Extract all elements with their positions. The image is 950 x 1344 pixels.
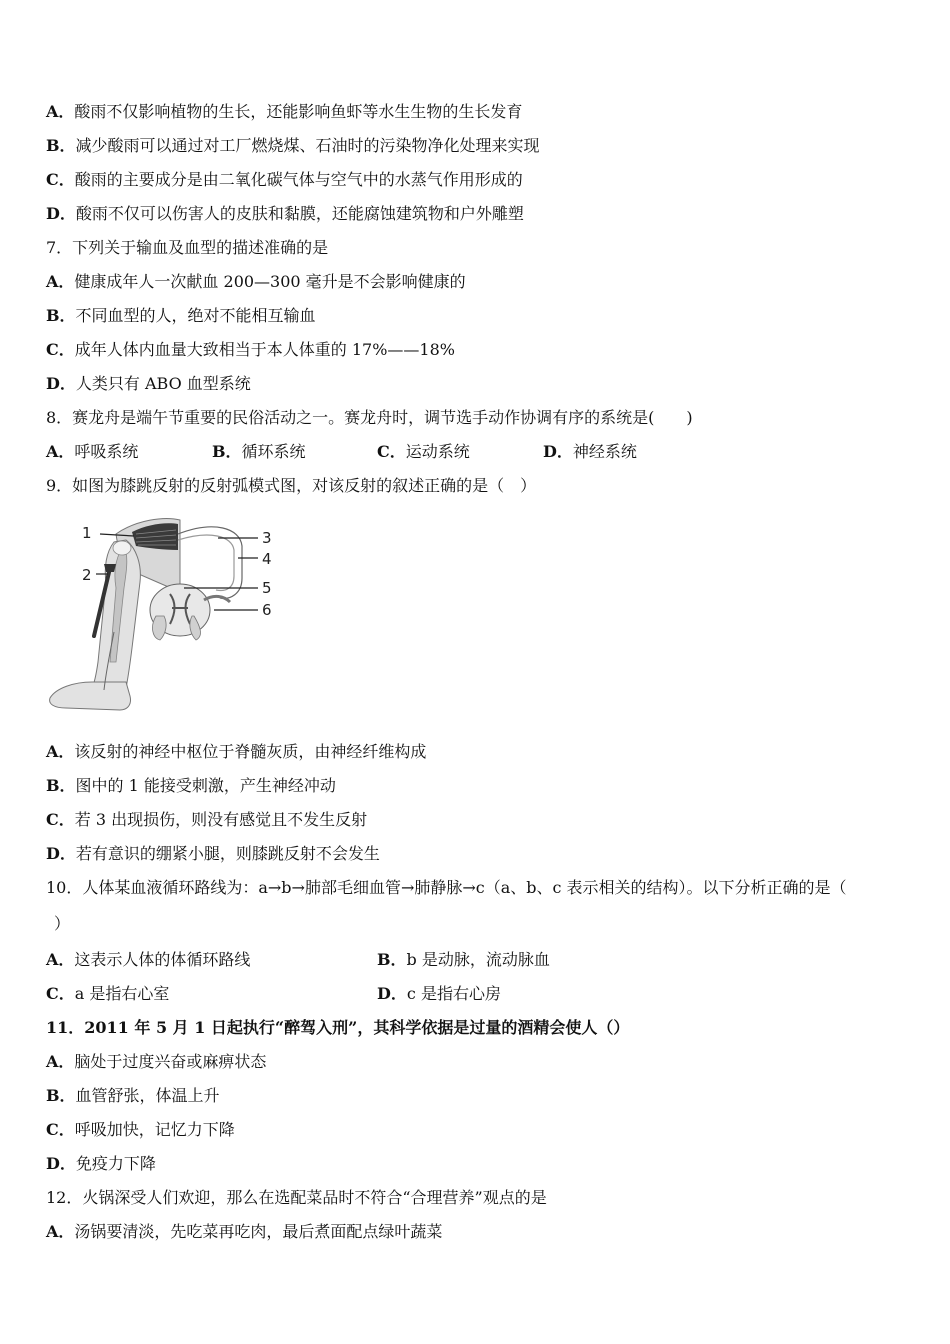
figure-label-3: 3 [262, 529, 272, 547]
q11-option-b: B．血管舒张，体温上升 [46, 1086, 220, 1105]
q8-option-b: B．循环系统 [212, 442, 306, 461]
foot-shape [50, 682, 131, 710]
q7-option-b: B．不同血型的人，绝对不能相互输血 [46, 306, 316, 325]
figure-label-1: 1 [82, 524, 92, 542]
q10-option-a: A．这表示人体的体循环路线 [46, 950, 251, 969]
reflex-arc-diagram [44, 512, 284, 722]
q6-option-b: B．减少酸雨可以通过对工厂燃烧煤、石油时的污染物净化处理来实现 [46, 136, 540, 155]
q8-stem: 8．赛龙舟是端午节重要的民俗活动之一。赛龙舟时，调节选手动作协调有序的系统是( ) [46, 408, 693, 427]
reflex-hammer-head [104, 564, 116, 572]
q10-option-d: D．c 是指右心房 [377, 984, 501, 1003]
q7-option-c: C．成年人体内血量大致相当于本人体重的 17%——18% [46, 340, 455, 359]
q12-option-a: A．汤锅要清淡，先吃菜再吃肉，最后煮面配点绿叶蔬菜 [46, 1222, 443, 1241]
q8-option-c: C．运动系统 [377, 442, 470, 461]
q10-stem-line1: 10．人体某血液循环路线为：a→b→肺部毛细血管→肺静脉→c（a、b、c 表示相关的结构）。以下分析正确的是（ [46, 878, 847, 897]
q11-option-c: C．呼吸加快，记忆力下降 [46, 1120, 235, 1139]
q8-option-d: D．神经系统 [543, 442, 637, 461]
q10-option-b: B．b 是动脉，流动脉血 [377, 950, 550, 969]
efferent-nerve-path [178, 535, 234, 590]
q8-option-a: A．呼吸系统 [46, 442, 139, 461]
q9-option-d: D．若有意识的绷紧小腿，则膝跳反射不会发生 [46, 844, 380, 863]
q12-stem: 12．火锅深受人们欢迎，那么在选配菜品时不符合“合理营养”观点的是 [46, 1188, 547, 1207]
figure-label-5: 5 [262, 579, 272, 597]
q10-option-c: C．a 是指右心室 [46, 984, 170, 1003]
q11-option-a: A．脑处于过度兴奋或麻痹状态 [46, 1052, 267, 1071]
q11-stem: 11．2011 年 5 月 1 日起执行“醉驾入刑”，其科学依据是过量的酒精会使人（） [46, 1018, 630, 1037]
figure-label-4: 4 [262, 550, 272, 568]
q6-option-a: A．酸雨不仅影响植物的生长，还能影响鱼虾等水生生物的生长发育 [46, 102, 523, 121]
q9-stem: 9．如图为膝跳反射的反射弧模式图，对该反射的叙述正确的是（ ） [46, 476, 537, 495]
q7-stem: 7．下列关于输血及血型的描述准确的是 [46, 238, 329, 257]
q9-option-b: B．图中的 1 能接受刺激，产生神经冲动 [46, 776, 336, 795]
figure-label-6: 6 [262, 601, 272, 619]
q9-option-a: A．该反射的神经中枢位于脊髓灰质，由神经纤维构成 [46, 742, 427, 761]
q6-option-d: D．酸雨不仅可以伤害人的皮肤和黏膜，还能腐蚀建筑物和户外雕塑 [46, 204, 524, 223]
q7-option-a: A．健康成年人一次献血 200—300 毫升是不会影响健康的 [46, 272, 466, 291]
q9-option-c: C．若 3 出现损伤，则没有感觉且不发生反射 [46, 810, 368, 829]
q7-option-d: D．人类只有 ABO 血型系统 [46, 374, 251, 393]
figure-label-2: 2 [82, 566, 92, 584]
kneecap-shape [113, 541, 131, 555]
knee-jerk-reflex-arc-figure [44, 512, 284, 722]
q10-stem-line2: ） [54, 914, 71, 933]
q11-option-d: D．免疫力下降 [46, 1154, 156, 1173]
q6-option-c: C．酸雨的主要成分是由二氧化碳气体与空气中的水蒸气作用形成的 [46, 170, 523, 189]
vertebra-left-shape [153, 616, 167, 640]
